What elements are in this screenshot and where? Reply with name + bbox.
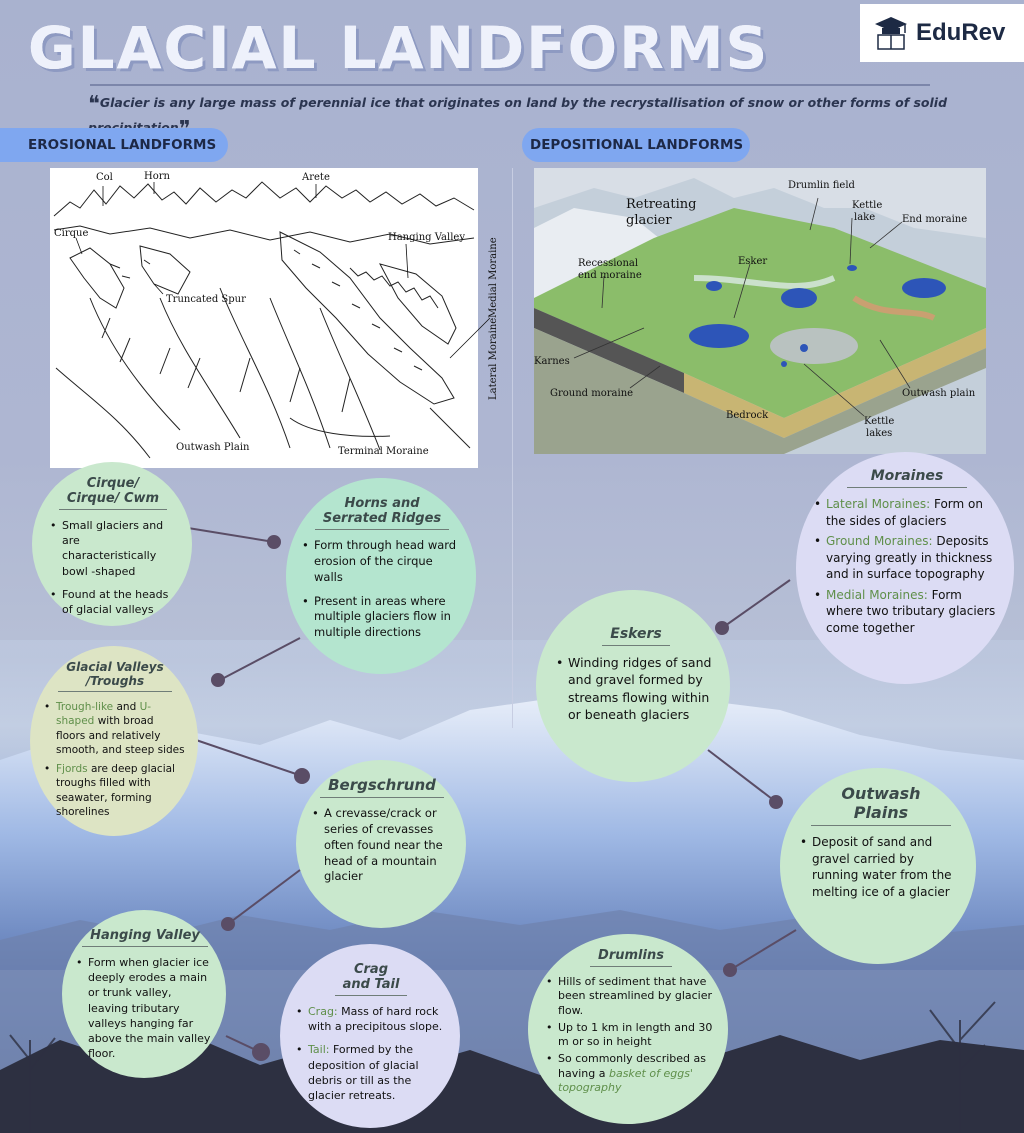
outwash-points [800,834,962,908]
eskers-point-1: • Winding ridges of sand and gravel formed by streams flowing within or beneath glaciers [556,654,716,723]
label-recessional: Recessional [578,258,639,269]
bubble-cirque [32,462,192,626]
tab-depositional-landforms: DEPOSITIONAL LANDFORMS [522,128,750,162]
drumlins-point-3: • So commonly described as having a basket of eggs' topography [546,1052,716,1095]
label-end-moraine: End moraine [902,214,968,225]
crag-title: Crag and Tail [335,962,408,996]
label-horn: Horn [144,171,170,182]
bergschrund-points [312,806,452,893]
label-lakes: lakes [866,428,893,439]
label-outwash-plain: Outwash plain [902,388,976,399]
drumlins-points [546,975,716,1103]
label-bedrock: Bedrock [726,410,769,421]
label-kettle-2: Kettle [864,416,895,427]
moraines-title: Moraines [847,468,967,488]
label-lake: lake [854,212,876,223]
eskers-points [556,654,716,731]
open-quote-icon: ❝ [88,92,100,117]
label-kettle: Kettle [852,200,883,211]
horns-point-2: • Present in areas where multiple glaciers flow in multiple directions [302,594,462,642]
bubble-hanging-valley [62,910,226,1078]
label-outwash-plain: Outwash Plain [176,442,250,453]
valleys-points [44,700,186,828]
valleys-title: Glacial Valleys /Troughs [58,660,171,692]
horns-points [302,538,462,649]
cirque-point-1: • Small glaciers and are characteristically bowl -shaped [50,518,176,579]
bubble-moraines [796,452,1014,684]
moraines-point-1: • Lateral Moraines: Form on the sides of glaciers [814,496,1000,529]
valleys-point-2: • Fjords are deep glacial troughs filled with seawater, forming shorelines [44,762,186,820]
horns-title: Horns and Serrated Ridges [315,496,449,530]
label-lateral-moraine: Lateral Moraine [488,317,499,400]
drumlins-point-2: • Up to 1 km in length and 30 m or so in height [546,1021,716,1050]
label-col: Col [96,172,113,183]
page-title: GLACIAL LANDFORMS [28,14,770,82]
bubble-horns [286,478,476,674]
bergschrund-title: Bergschrund [320,776,444,798]
cirque-title: Cirque/ Cirque/ Cwm [59,476,167,510]
label-hanging-valley: Hanging Valley [388,232,465,243]
crag-points [296,1004,446,1111]
brand-name: EduRev [916,19,1006,46]
horns-point-1: • Form through head ward erosion of the cirque walls [302,538,462,586]
label-terminal-moraine: Terminal Moraine [338,446,429,457]
crag-point-1: • Crag: Mass of hard rock with a precipitous slope. [296,1004,446,1034]
label-ground-moraine: Ground moraine [550,388,634,399]
label-karnes: Karnes [534,356,570,367]
cirque-points [50,518,176,625]
cirque-point-2: • Found at the heads of glacial valleys [50,587,176,617]
label-esker: Esker [738,256,768,267]
crag-point-2: • Tail: Formed by the deposition of glacial debris or till as the glacier retreats. [296,1042,446,1103]
outwash-title: Outwash Plains [811,784,951,826]
moraines-point-2: • Ground Moraines: Deposits varying greatly in thickness and in surface topography [814,533,1000,583]
moraines-point-3: • Medial Moraines: Form where two tributary glaciers come together [814,587,1000,637]
drumlins-title: Drumlins [590,948,672,967]
quote-text: Glacier is any large mass of perennial ice that originates on land by the recrystallisation of snow or other forms of solid [99,95,948,110]
bubble-crag-and-tail [280,944,460,1128]
outwash-point-1: • Deposit of sand and gravel carried by running water from the melting ice of a glacier [800,834,962,900]
hanging-title: Hanging Valley [82,928,208,947]
label-truncated-spur: Truncated Spur [166,294,246,305]
label-glacier: glacier [626,213,672,228]
label-retreating: Retreating [626,197,697,212]
hanging-point-1: • Form when glacier ice deeply erodes a main or trunk valley, leaving tributary valleys hanging far above the main valley floor. [76,955,214,1061]
label-arete: Arete [302,172,330,183]
bubble-drumlins [528,934,728,1124]
label-medial-moraine: Medial Moraine [488,237,499,318]
label-cirque: Cirque [54,228,89,239]
bubble-glacial-valleys [30,646,198,836]
drumlins-point-1: • Hills of sediment that have been streamlined by glacier flow. [546,975,716,1018]
bergschrund-point-1: • A crevasse/crack or series of crevasses often found near the head of a mountain glacier [312,806,452,885]
bubble-outwash-plains [780,768,976,964]
tab-erosional-landforms: EROSIONAL LANDFORMS [0,128,228,162]
hanging-points [76,955,214,1069]
moraines-points [814,496,1000,644]
label-drumlin-field: Drumlin field [788,180,855,191]
bubble-eskers [536,590,730,782]
eskers-title: Eskers [602,626,669,646]
bubble-bergschrund [296,760,466,928]
label-end-moraine-2: end moraine [578,270,642,281]
valleys-point-1: • Trough-like and U-shaped with broad floors and relatively smooth, and steep sides [44,700,186,758]
